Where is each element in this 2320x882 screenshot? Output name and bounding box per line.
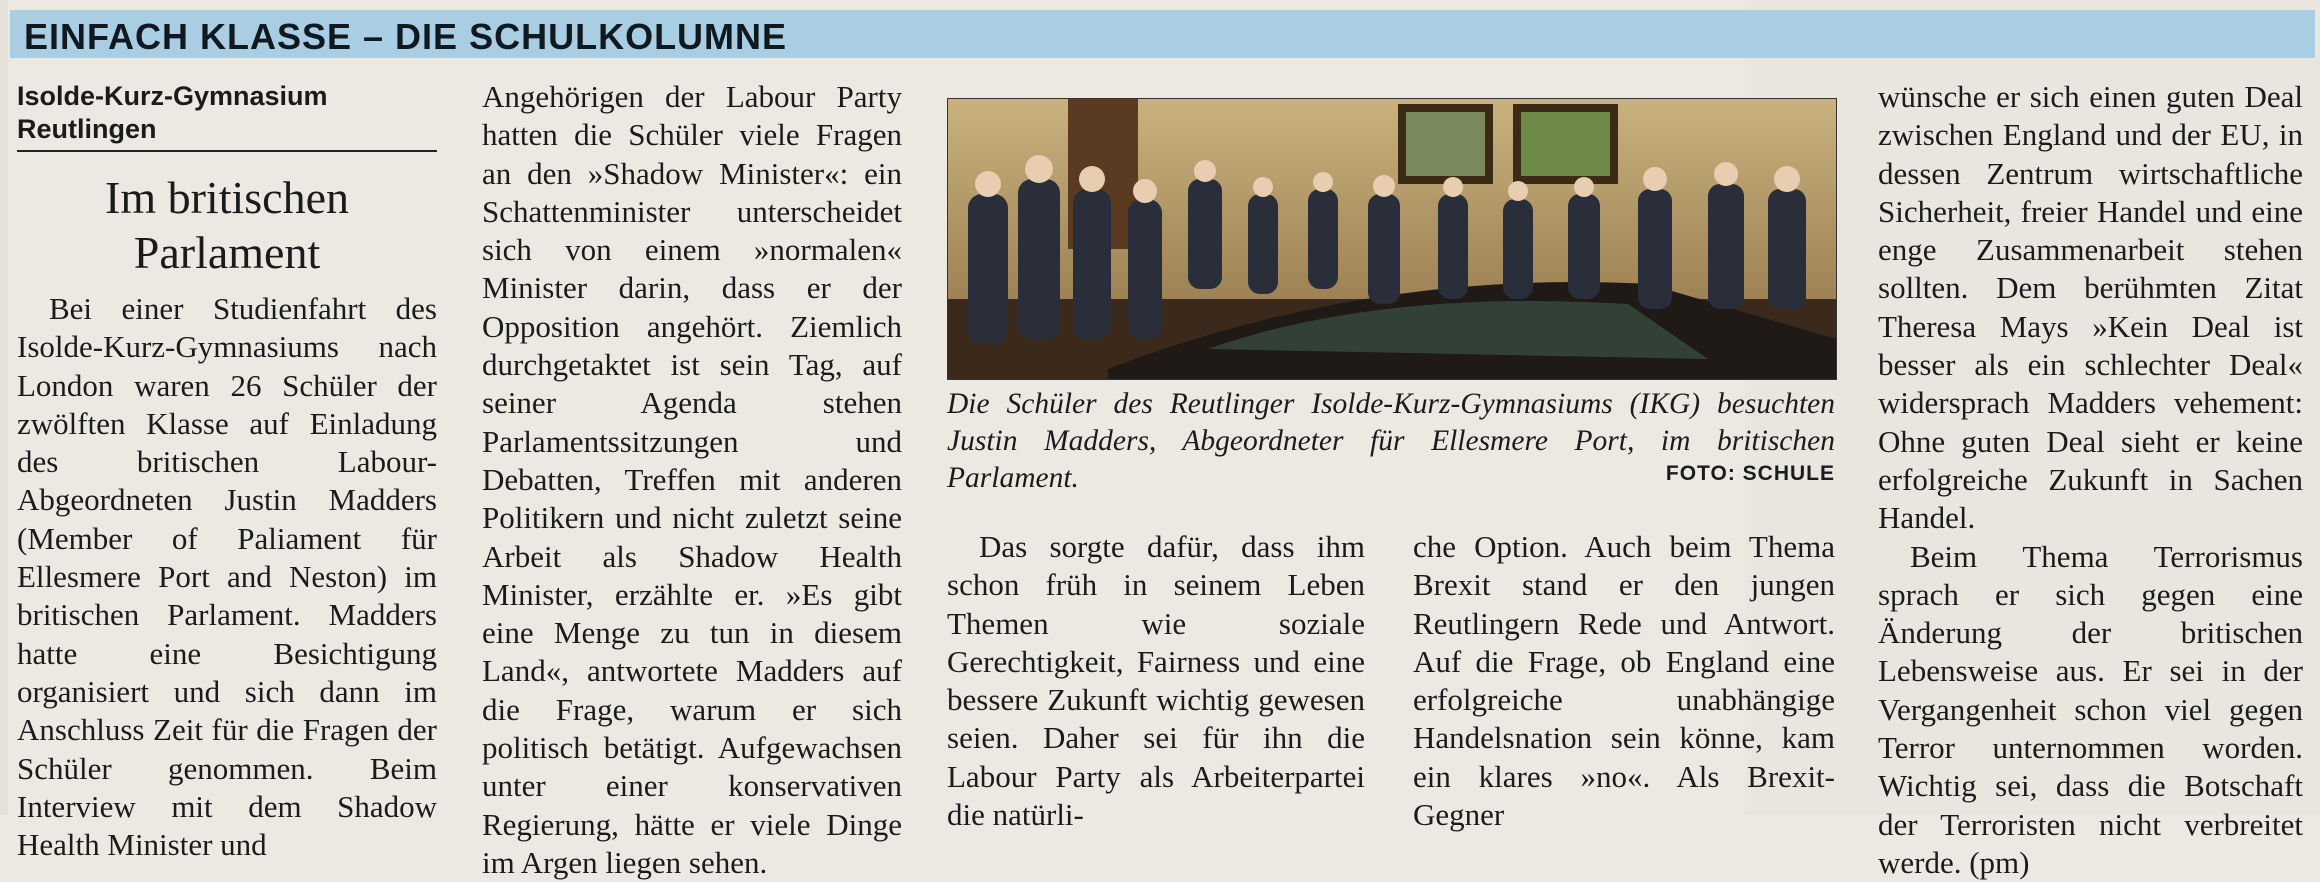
headline: Im britischen Parlament <box>105 172 349 278</box>
section-title: EINFACH KLASSE – DIE SCHULKOLUMNE <box>24 16 788 57</box>
article-text: Beim Thema Terrorismus sprach er sich gegen eine Änderung der britischen Lebensweise aus. Er sei in der Vergangenheit schon viel gegen Terror unternommen worden. Wichtig sei, dass die Botschaft der Terroristen nicht verbreitet werde. (pm) <box>1878 538 2303 880</box>
group-photo-image <box>948 99 1836 379</box>
article-column-3 <box>947 528 1365 834</box>
article-column-1 <box>17 290 437 864</box>
photo-credit: FOTO: SCHULE <box>1665 462 1835 485</box>
article-column-2 <box>482 78 902 882</box>
column-banner <box>10 10 2315 58</box>
school-name: Isolde-Kurz-Gymnasium Reutlingen <box>17 81 328 144</box>
article-column-4 <box>1413 528 1835 834</box>
article-column-5 <box>1878 78 2303 882</box>
article-text: wünsche er sich einen guten Deal zwischen England und der EU, in dessen Zentrum wirtschaftliche Sicherheit, freier Handel und eine enge Zusammenarbeit stehen sollten. Dem berühmten Zitat Theresa Mays »Kein Deal ist besser als ein schlechter Deal« widersprach Madders vehement: Ohne guten Deal sieht er keine erfolgreiche Zukunft in Sachen Handel. <box>1878 79 2303 536</box>
article-text: Bei einer Studienfahrt des Isolde-Kurz-Gymnasiums nach London waren 26 Schüler der zwölften Klasse auf Einladung des britischen Labour-Abgeordneten Justin Madders (Member of Paliament für Ellesmere Port and Neston) im britischen Parlament. Madders hatte eine Besichtigung organisiert und sich dann im Anschluss Zeit für die Fragen der Schüler genommen. Beim Interview mit dem Shadow Health Minister und <box>17 291 437 863</box>
article-text: che Option. Auch beim Thema Brexit stand er den jungen Reutlingern Rede und Antwort. Auf die Frage, ob England eine erfolgreiche unabhängige Handelsnation sein könne, kam ein klares »no«. Als Brexit-Gegner <box>1413 529 1835 833</box>
divider <box>17 150 437 152</box>
group-photo <box>947 98 1837 380</box>
article-text: Angehörigen der Labour Party hatten die Schüler viele Fragen an den »Shadow Minister«: ein Schattenminister unterscheidet sich von einem »normalen« Minister darin, dass er der Opposition angehört. Ziemlich durchgetaktet ist sein Tag, auf seiner Agenda stehen Parlamentssitzungen und Debatten, Treffen mit anderen Politikern und nicht zuletzt seine Arbeit als Shadow Health Minister, erzählte er. »Es gibt eine Menge zu tun in diesem Land«, antwortete Madders auf die Frage, warum er sich politisch betätigt. Aufgewachsen unter einer konservativen Regierung, hätte er viele Dinge im Argen liegen sehen. <box>482 79 902 880</box>
photo-caption: Die Schüler des Reutlinger Isolde-Kurz-Gymnasiums (IKG) besuchten Justin Madders, Abgeordneter für Ellesmere Port, im britischen Parlament. <box>947 388 1835 494</box>
adjacent-clipping-left <box>0 0 8 815</box>
article-text: Das sorgte dafür, dass ihm schon früh in seinem Leben Themen wie soziale Gerechtigkeit, Fairness und eine bessere Zukunft wichtig gewesen seien. Daher sei für ihn die Labour Party als Arbeiterpartei die natürli- <box>947 529 1365 833</box>
